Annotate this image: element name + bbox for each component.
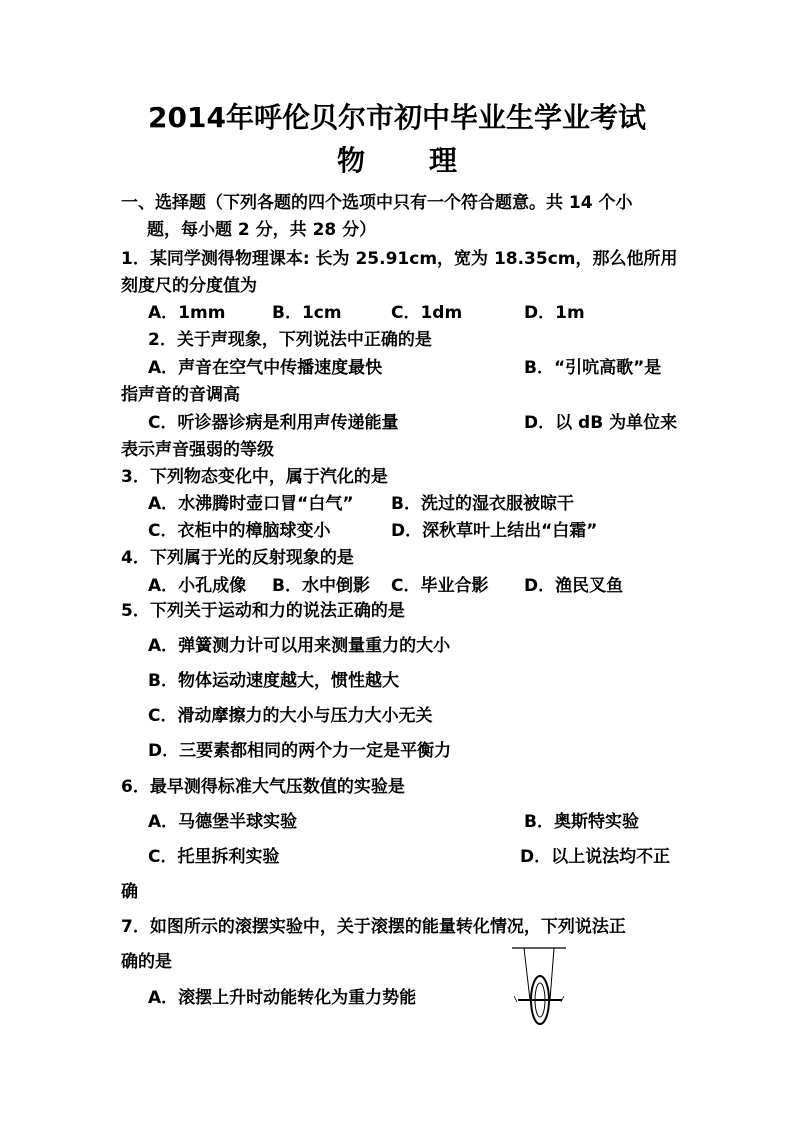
q1-option-b: B．1cm bbox=[272, 303, 342, 323]
q7-option-a: A．滚摆上升时动能转化为重力势能 bbox=[148, 988, 417, 1008]
section-heading-line1: 一、选择题（下列各题的四个选项中只有一个符合题意。共 14 个小 bbox=[121, 193, 633, 213]
q1-stem-line2: 刻度尺的分度值为 bbox=[121, 276, 257, 296]
q6-option-c: C．托里拆利实验 bbox=[148, 847, 280, 867]
q3-option-c: C．衣柜中的樟脑球变小 bbox=[148, 521, 331, 541]
q2-stem: 2．关于声现象，下列说法中正确的是 bbox=[148, 330, 432, 350]
q6-option-d-cont: 确 bbox=[121, 882, 138, 902]
q5-option-d: D．三要素都相同的两个力一定是平衡力 bbox=[148, 741, 452, 761]
q6-stem: 6．最早测得标准大气压数值的实验是 bbox=[121, 777, 405, 797]
q5-option-a: A．弹簧测力计可以用来测量重力的大小 bbox=[148, 636, 451, 656]
q7-stem-line2: 确的是 bbox=[121, 952, 172, 972]
q5-option-b: B．物体运动速度越大，惯性越大 bbox=[148, 671, 399, 691]
q6-option-a: A．马德堡半球实验 bbox=[148, 812, 298, 832]
q2-option-a: A．声音在空气中传播速度最快 bbox=[148, 358, 383, 378]
exam-title: 2014年呼伦贝尔市初中毕业生学业考试 bbox=[148, 101, 646, 134]
roll-pendulum-figure bbox=[506, 942, 572, 1042]
q3-option-d: D．深秋草叶上结出“白霜” bbox=[391, 521, 598, 541]
q3-option-b: B．洗过的湿衣服被晾干 bbox=[391, 494, 574, 514]
q2-option-d-cont: 表示声音强弱的等级 bbox=[121, 440, 274, 460]
q4-option-d: D．渔民叉鱼 bbox=[524, 576, 624, 596]
q6-option-d: D．以上说法均不正 bbox=[520, 847, 671, 867]
string-left bbox=[524, 948, 530, 1000]
q6-option-b: B．奥斯特实验 bbox=[524, 812, 639, 832]
q4-option-a: A．小孔成像 bbox=[148, 576, 247, 596]
q1-option-d: D．1m bbox=[524, 303, 585, 323]
q4-option-b: B．水中倒影 bbox=[272, 576, 370, 596]
q2-option-b: B．“引吭高歌”是 bbox=[524, 358, 662, 378]
section-heading-line2: 题，每小题 2 分，共 28 分） bbox=[147, 220, 377, 240]
q1-option-c: C．1dm bbox=[391, 303, 463, 323]
q1-stem-line1: 1．某同学测得物理课本: 长为 25.91cm，宽为 18.35cm，那么他所用 bbox=[121, 249, 678, 269]
q2-option-d: D．以 dB 为单位来 bbox=[524, 413, 678, 433]
subject-title bbox=[0, 143, 794, 179]
subject-char-1: 物 bbox=[336, 144, 365, 177]
q4-stem: 4．下列属于光的反射现象的是 bbox=[121, 548, 354, 568]
string-right bbox=[550, 948, 554, 1000]
q3-option-a: A．水沸腾时壶口冒“白气” bbox=[148, 494, 354, 514]
subject-char-2: 理 bbox=[429, 144, 458, 177]
q5-stem: 5．下列关于运动和力的说法正确的是 bbox=[121, 601, 405, 621]
q3-stem: 3．下列物态变化中，属于汽化的是 bbox=[121, 467, 388, 487]
q7-stem-line1: 7．如图所示的滚摆实验中，关于滚摆的能量转化情况，下列说法正 bbox=[121, 917, 626, 937]
q4-option-c: C．毕业合影 bbox=[391, 576, 489, 596]
q2-option-c: C．听诊器诊病是利用声传递能量 bbox=[148, 413, 399, 433]
motion-mark-left bbox=[514, 996, 517, 1002]
q2-option-b-cont: 指声音的音调高 bbox=[121, 385, 240, 405]
q5-option-c: C．滑动摩擦力的大小与压力大小无关 bbox=[148, 706, 433, 726]
q1-option-a: A．1mm bbox=[148, 303, 226, 323]
